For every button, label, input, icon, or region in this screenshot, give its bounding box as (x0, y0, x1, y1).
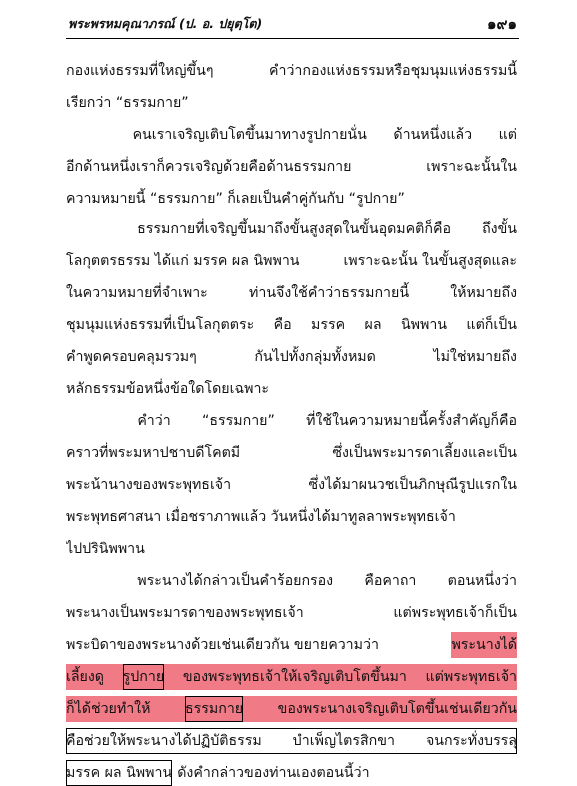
text-line (66, 122, 517, 148)
boxed-term-dhammakaya: ธรรมกาย (185, 696, 243, 722)
text-segment: ความหมายนี้ “ธรรมกาย” ก็เลยเป็นคำคู่กันกับ “รูปกาย” (66, 191, 405, 207)
text-line (66, 504, 517, 530)
text-segment: หลักธรรมข้อหนึ่งข้อใดโดยเฉพาะ (66, 381, 270, 397)
text-segment: อีกด้านหนึ่งเราก็ควรเจริญด้วยคือด้านธรรมกาย (66, 159, 352, 175)
text-line (66, 600, 517, 626)
boxed-line (66, 728, 517, 754)
text-segment: ผล (364, 317, 382, 333)
text-segment: เพราะฉะนั้น ในขั้นสูงสุดและ (343, 253, 517, 269)
text-line (66, 568, 517, 594)
text-segment: “ธรรมกาย” (202, 413, 275, 429)
text-segment: ดังคำกล่าวของท่านเองตอนนี้ว่า (177, 765, 370, 781)
text-segment: ชุมนุมแห่งธรรมที่เป็นโลกุตตระ (66, 317, 255, 333)
text-segment: ท่านจึงใช้คำว่าธรรมกายนี้ (249, 285, 410, 301)
text-segment: เลี้ยงดู (66, 669, 104, 685)
text-segment: แต่พระพุทธเจ้า (425, 669, 517, 685)
text-segment: พระนางเป็นพระมารดาของพระพุทธเจ้า (66, 605, 304, 621)
text-line (66, 248, 517, 274)
text-line (66, 280, 517, 306)
text-segment: คือคาถา (364, 573, 417, 589)
text-segment: เพราะฉะนั้นใน (426, 159, 517, 175)
text-segment: จนกระทั่งบรรลุ (425, 733, 517, 749)
text-segment: ถึงขั้น (482, 221, 517, 237)
text-line (66, 376, 517, 402)
text-line (66, 536, 517, 562)
text-line (66, 440, 517, 466)
text-segment: บำเพ็ญไตรสิกขา (292, 733, 395, 749)
text-segment: ตอนหนึ่งว่า (447, 573, 517, 589)
text-segment: กันไปทั้งกลุ่มทั้งหมด (254, 349, 376, 365)
text-segment: ด้านหนึ่งแล้ว (393, 127, 473, 143)
text-segment: ไปปรินิพพาน (66, 541, 145, 557)
text-segment: ก็ได้ช่วยทำให้ (66, 701, 151, 717)
text-segment: คำว่า (137, 413, 171, 429)
text-segment: ซึ่งเป็นพระมารดาเลี้ยงและเป็น (332, 445, 517, 461)
text-line (66, 632, 517, 658)
text-segment: ในความหมายที่จำเพาะ (66, 285, 208, 301)
text-segment: พระพุทธศาสนา เมื่อชราภาพแล้ว วันหนึ่งได้มาทูลลาพระพุทธเจ้า (66, 509, 456, 525)
text-segment: คือช่วยให้พระนางได้ปฏิบัติธรรม (66, 733, 262, 749)
text-line (66, 186, 517, 212)
page-header (68, 12, 517, 36)
text-segment: คราวที่พระมหาปชาบดีโคตมี (66, 445, 241, 461)
text-segment: โลกุตตรธรรม ได้แก่ มรรค ผล นิพพาน (66, 253, 300, 269)
text-line (66, 344, 517, 370)
boxed-term-rupakaya: รูปกาย (123, 664, 165, 690)
text-segment: เรียกว่า “ธรรมกาย” (66, 95, 189, 111)
running-title: พระพรหมคุณาภรณ์ (ป. อ. ปยุตฺโต) (68, 16, 263, 31)
text-segment: คือ (273, 317, 292, 333)
text-segment: มรรค (311, 317, 346, 333)
text-segment: พระบิดาของพระนางด้วยเช่นเดียวกัน ขยายความว่า (66, 637, 379, 653)
text-segment: ซึ่งได้มาผนวชเป็นภิกษุณีรูปแรกใน (308, 477, 517, 493)
text-segment: แต่ (498, 127, 517, 143)
text-line (66, 90, 517, 116)
text-segment: คำว่ากองแห่งธรรมหรือชุมนุมแห่งธรรมนี้ (268, 63, 517, 79)
text-line (66, 154, 517, 180)
text-segment: กองแห่งธรรมที่ใหญ่ขึ้นๆ (66, 63, 214, 79)
text-segment: แต่พระพุทธเจ้าก็เป็น (393, 605, 517, 621)
text-segment: ไม่ใช่หมายถึง (433, 349, 517, 365)
boxed-term-magga-phala-nibbana: มรรค ผล นิพพาน (66, 760, 172, 786)
text-segment: ธรรมกายที่เจริญขึ้นมาถึงขั้นสูงสุดในขั้นอุดมคติก็คือ (137, 221, 451, 237)
text-line (66, 312, 517, 338)
text-segment: แต่ก็เป็น (466, 317, 517, 333)
text-line (66, 408, 517, 434)
text-line (66, 58, 517, 84)
text-segment: ของพระนางเจริญเติบโตขึ้นเช่นเดียวกัน (277, 701, 517, 717)
header-rule (66, 38, 519, 39)
text-segment: พระนางได้กล่าวเป็นคำร้อยกรอง (137, 573, 334, 589)
text-line (66, 760, 517, 786)
page-number: ๑๙๑ (486, 15, 517, 33)
highlighted-line (66, 696, 517, 722)
text-segment: คำพูดครอบคลุมรวมๆ (66, 349, 197, 365)
text-segment: พระน้านางของพระพุทธเจ้า (66, 477, 232, 493)
highlighted-line (66, 664, 517, 690)
highlighted-text: พระนางได้ (451, 632, 517, 658)
text-line (66, 216, 517, 242)
text-segment: ให้หมายถึง (450, 285, 517, 301)
text-line (66, 472, 517, 498)
text-segment: นิพพาน (400, 317, 448, 333)
text-segment: ที่ใช้ในความหมายนี้ครั้งสำคัญก็คือ (306, 413, 517, 429)
text-segment: ของพระพุทธเจ้าให้เจริญเติบโตขึ้นมา (182, 669, 407, 685)
text-segment: คนเราเจริญเติบโตขึ้นมาทางรูปกายนั่น (132, 127, 367, 143)
